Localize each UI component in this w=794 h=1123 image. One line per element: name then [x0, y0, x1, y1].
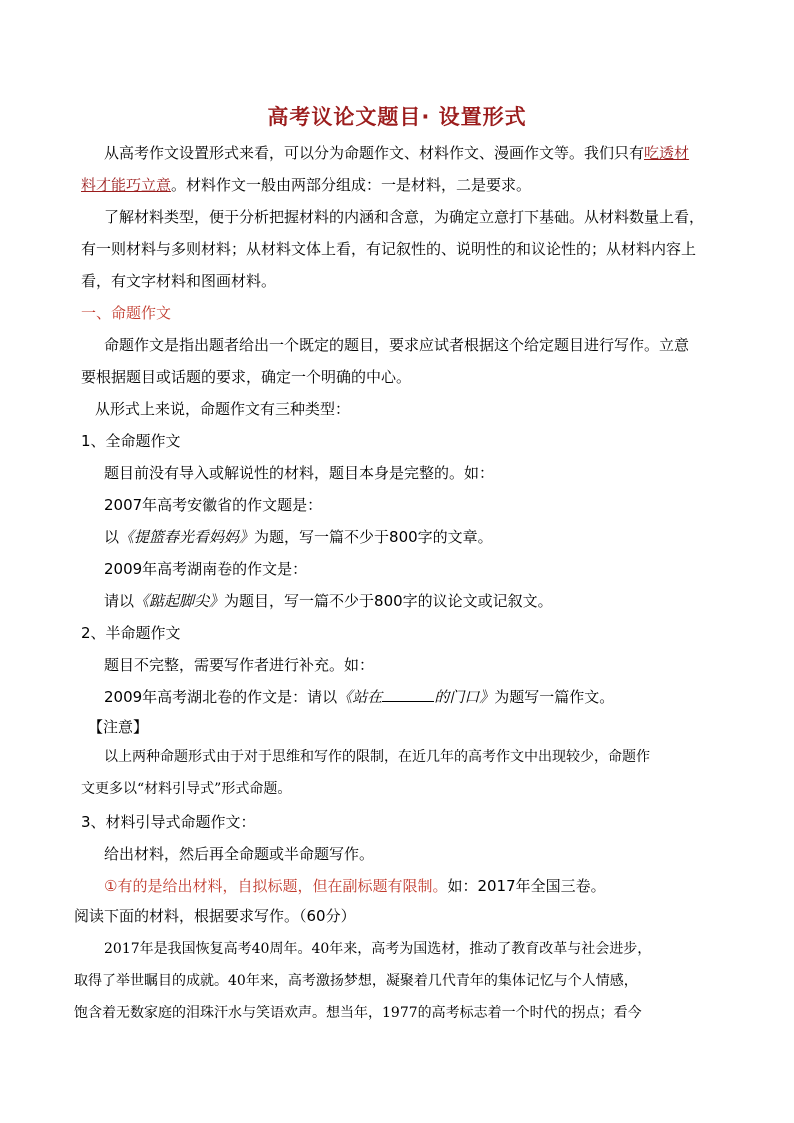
example-text: 以 [104, 528, 120, 546]
writing-prompt: 阅读下面的材料，根据要求写作。（60分） [74, 907, 356, 925]
highlighted-text: ①有的是给出材料，自拟标题，但在副标题有限制。 [104, 877, 448, 895]
example-title: 《踮起脚尖》 [134, 592, 225, 610]
fill-in-blank [382, 689, 434, 702]
point-text: 如：2017年全国三卷。 [447, 877, 606, 895]
intro-paragraph-2-line-3: 看，有文字材料和图画材料。 [81, 272, 277, 290]
material-line-1: 2017年是我国恢复高考40周年。40年来，高考为国选材，推动了教育改革与社会进步， [104, 941, 652, 957]
section1-paragraph-line-1: 命题作文是指出题者给出一个既定的题目，要求应试者根据这个给定题目进行写作。立意 [104, 336, 690, 354]
type3-heading: 3、材料引导式命题作文： [81, 813, 256, 831]
type1-example1 [104, 526, 493, 548]
type2-description: 题目不完整，需要写作者进行补充。如： [104, 656, 375, 674]
type1-description: 题目前没有导入或解说性的材料，题目本身是完整的。如： [104, 464, 495, 482]
intro-paragraph-2-line-2: 有一则材料与多则材料；从材料文体上看，有记叙性的、说明性的和议论性的；从材料内容上 [81, 240, 697, 258]
type2-heading: 2、半命题作文 [81, 624, 181, 642]
page-title: 高考议论文题目· 设置形式 [267, 105, 527, 129]
type2-example [104, 686, 614, 708]
type1-example1-intro: 2007年高考安徽省的作文题是： [104, 496, 323, 514]
intro-paragraph-1-line-2 [81, 174, 531, 196]
note-label: 【注意】 [88, 718, 149, 736]
section1-paragraph-line-2: 要根据题目或话题的要求，确定一个明确的中心。 [81, 368, 412, 386]
type1-example2-intro: 2009年高考湖南卷的作文是： [104, 560, 308, 578]
type1-example2 [104, 590, 553, 612]
example-text: 为题，写一篇不少于800字的文章。 [254, 528, 493, 546]
type3-description: 给出材料，然后再全命题或半命题写作。 [104, 845, 375, 863]
example-text: 2009年高考湖北卷的作文是：请以 [104, 688, 338, 706]
intro-paragraph-1-line-1 [104, 142, 689, 164]
example-text: 为题目，写一篇不少于800字的议论文或记叙文。 [224, 592, 553, 610]
type1-heading: 1、全命题作文 [81, 432, 181, 450]
example-text: 为题写一篇作文。 [494, 688, 615, 706]
intro-paragraph-2-line-1: 了解材料类型，便于分析把握材料的内涵和含意，为确定立意打下基础。从材料数量上看， [104, 208, 705, 226]
example-title: 《站在 [337, 688, 383, 706]
note-line-1: 以上两种命题形式由于对于思维和写作的限制，在近几年的高考作文中出现较少，命题作 [104, 749, 650, 765]
type3-point-1 [104, 875, 606, 897]
section-heading-1: 一、命题作文 [81, 304, 172, 322]
example-title: 《提篮春光看妈妈》 [119, 528, 255, 546]
material-line-3: 饱含着无数家庭的泪珠汗水与笑语欢声。想当年，1977的高考标志着一个时代的拐点；看今 [74, 1005, 642, 1021]
example-title: 的门口》 [434, 688, 495, 706]
example-text: 请以 [104, 592, 135, 610]
intro-text: 。材料作文一般由两部分组成：一是材料，二是要求。 [171, 176, 532, 194]
note-line-2: 文更多以“材料引导式”形式命题。 [81, 781, 292, 797]
inline-link[interactable]: 料才能巧立意 [81, 176, 172, 194]
material-line-2: 取得了举世瞩目的成就。40年来，高考激扬梦想，凝聚着几代青年的集体记忆与个人情感， [74, 973, 638, 989]
inline-link[interactable]: 吃透材 [644, 144, 690, 162]
intro-text: 从高考作文设置形式来看，可以分为命题作文、材料作文、漫画作文等。我们只有 [104, 144, 645, 162]
section1-types-intro: 从形式上来说，命题作文有三种类型： [95, 400, 351, 418]
